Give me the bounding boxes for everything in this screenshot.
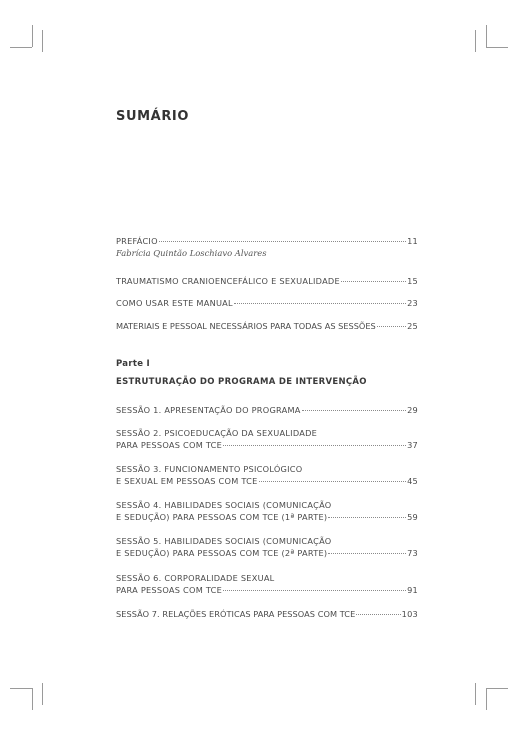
toc-entry-label: E SEXUAL EM PESSOAS COM TCE [116, 476, 258, 486]
toc-page-number: 11 [407, 236, 418, 246]
toc-page-number: 15 [407, 276, 418, 286]
crop-mark [486, 25, 487, 47]
toc-page-number: 45 [407, 476, 418, 486]
toc-entry-label: SESSÃO 6. CORPORALIDADE SEXUAL [116, 573, 275, 583]
toc-page-number: 37 [407, 440, 418, 450]
crop-mark [42, 683, 43, 705]
toc-entry-label: PARA PESSOAS COM TCE [116, 440, 223, 450]
crop-mark [10, 47, 32, 48]
leader-dots [223, 590, 406, 591]
toc-entry-sessao-1[interactable] [116, 404, 418, 416]
toc-page-number: 59 [407, 512, 418, 522]
toc-entry-materiais[interactable] [116, 320, 418, 332]
crop-mark [42, 30, 43, 52]
toc-page-number: 25 [407, 321, 418, 331]
toc-entry-label: PREFÁCIO [116, 236, 158, 246]
leader-dots [259, 481, 407, 482]
page-title: SUMÁRIO [116, 109, 190, 124]
toc-entry-label: PARA PESSOAS COM TCE [116, 585, 223, 595]
toc-page-number: 29 [407, 405, 418, 415]
crop-mark [486, 688, 487, 710]
toc-entry-label: TRAUMATISMO CRANIOENCEFÁLICO E SEXUALIDADE [116, 276, 340, 286]
toc-entry-sessao-5[interactable] [116, 535, 418, 559]
toc-entry-label: SESSÃO 7. RELAÇÕES ERÓTICAS PARA PESSOAS COM TCE [116, 609, 356, 619]
crop-mark [32, 25, 33, 47]
leader-dots [328, 517, 406, 518]
leader-dots [223, 445, 406, 446]
leader-dots [234, 303, 406, 304]
toc-entry-label: SESSÃO 3. FUNCIONAMENTO PSICOLÓGICO [116, 464, 303, 474]
part-label: Parte I [116, 359, 150, 369]
toc-entry-como-usar[interactable] [116, 297, 418, 309]
leader-dots [302, 410, 406, 411]
toc-page-number: 91 [407, 585, 418, 595]
toc-entry-sessao-2[interactable] [116, 427, 418, 451]
toc-entry-label: MATERIAIS E PESSOAL NECESSÁRIOS PARA TODAS AS SESSÕES [116, 321, 376, 331]
toc-entry-sessao-7[interactable] [116, 608, 418, 620]
part-title: ESTRUTURAÇÃO DO PROGRAMA DE INTERVENÇÃO [116, 377, 367, 387]
leader-dots [377, 326, 406, 327]
toc-entry-traumatismo[interactable] [116, 275, 418, 287]
leader-dots [328, 553, 406, 554]
toc-entry-label: SESSÃO 4. HABILIDADES SOCIAIS (COMUNICAÇÃO [116, 500, 332, 510]
toc-entry-sessao-4[interactable] [116, 499, 418, 523]
leader-dots [341, 281, 406, 282]
toc-entry-label: COMO USAR ESTE MANUAL [116, 298, 233, 308]
crop-mark [10, 688, 32, 689]
toc-page-number: 103 [401, 609, 418, 619]
toc-entry-sessao-3[interactable] [116, 463, 418, 487]
toc-entry-label: E SEDUÇÃO) PARA PESSOAS COM TCE (1ª PARTE) [116, 512, 328, 522]
toc-page-number: 23 [407, 298, 418, 308]
leader-dots [356, 614, 400, 615]
crop-mark [475, 30, 476, 52]
toc-entry-label: SESSÃO 2. PSICOEDUCAÇÃO DA SEXUALIDADE [116, 428, 318, 438]
toc-entry-preface[interactable] [116, 235, 418, 259]
toc-entry-label: SESSÃO 5. HABILIDADES SOCIAIS (COMUNICAÇÃO [116, 536, 332, 546]
crop-mark [32, 688, 33, 710]
toc-page-number: 73 [407, 548, 418, 558]
toc-entry-sessao-6[interactable] [116, 572, 418, 596]
crop-mark [486, 47, 508, 48]
crop-mark [475, 683, 476, 705]
leader-dots [159, 241, 406, 242]
toc-entry-label: SESSÃO 1. APRESENTAÇÃO DO PROGRAMA [116, 405, 301, 415]
crop-mark [486, 688, 508, 689]
toc-entry-author: Fabrícia Quintão Loschiavo Alvares [116, 248, 267, 258]
toc-entry-label: E SEDUÇÃO) PARA PESSOAS COM TCE (2ª PARTE) [116, 548, 328, 558]
